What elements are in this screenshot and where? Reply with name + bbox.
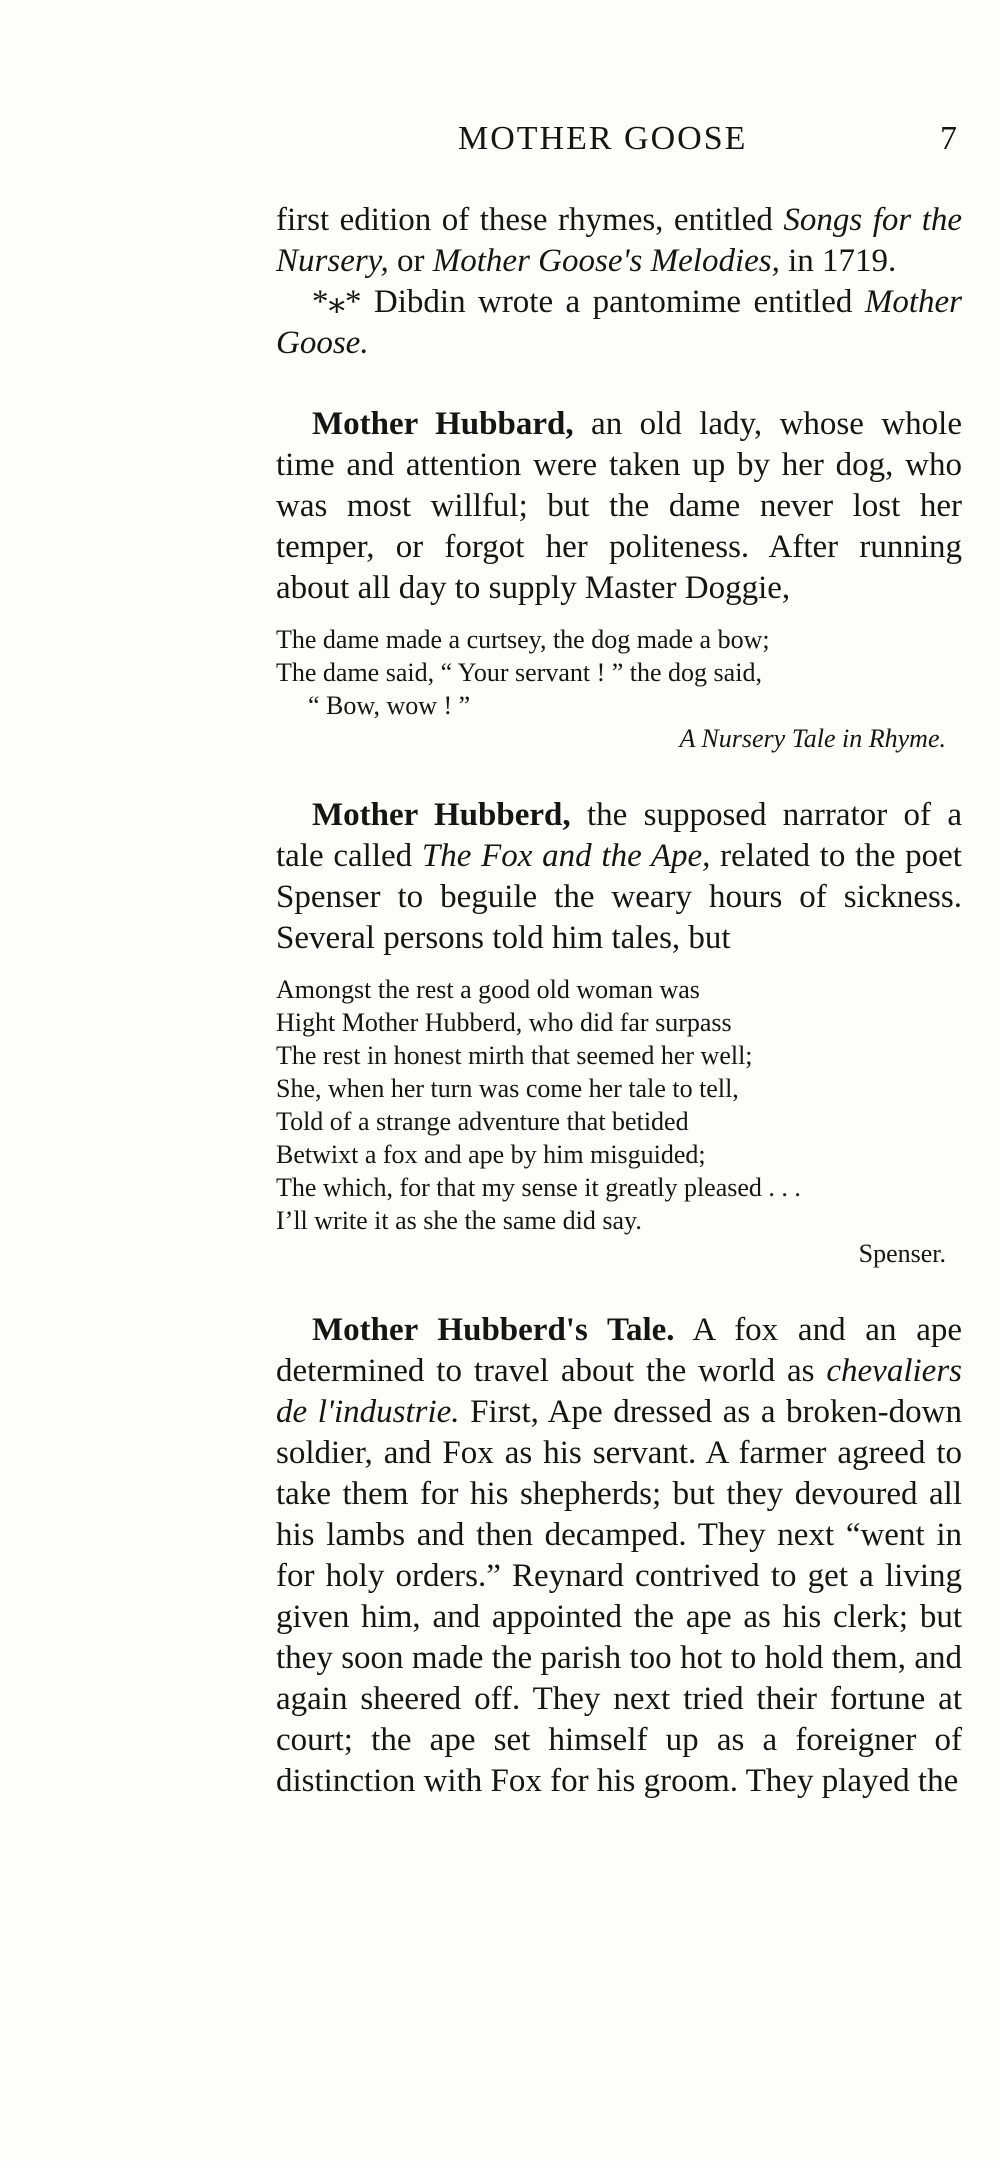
intro-text: in 1719. <box>779 243 897 279</box>
note-text: *⁎* Dibdin wrote a pantomime entitled <box>312 284 865 320</box>
verse-line: She, when her turn was come her tale to tell, <box>276 1074 739 1103</box>
foreign-phrase: chevaliers de l'industrie. <box>276 1353 962 1430</box>
intro-paragraph <box>276 200 962 282</box>
page-number: 7 <box>940 120 959 157</box>
book-title-songs: Songs for the Nursery, <box>276 202 963 279</box>
verse-quote <box>276 623 962 722</box>
verse-line: The dame made a curtsey, the dog made a bow; <box>276 625 770 654</box>
entry-text: First, Ape dressed as a broken-down soldier, and Fox as his servant. A farmer agreed to take them for his shepherds; but they devoured all his lambs and then decamped. They next “went in for holy orders.” Reynard contrived to get a living given him, and appointed the ape as his clerk; but they soon made the parish too hot to hold them, and again sheered off. They next tried their fortune at court; the ape set himself up as a foreigner of distinction with Fox for his groom. They played the <box>276 1394 962 1799</box>
entry-text: A fox and an ape determined to travel about the world as <box>276 1312 962 1389</box>
attribution: A Nursery Tale in Rhyme. <box>679 724 946 753</box>
entry-mother-hubberds-tale <box>276 1310 962 1802</box>
verse-line: Betwixt a fox and ape by him misguided; <box>276 1140 706 1169</box>
entry-text: related to the poet Spenser to beguile the weary hours of sickness. Several persons told him tales, but <box>276 838 962 956</box>
intro-text: or <box>388 243 433 279</box>
intro-text: first edition of these rhymes, entitled <box>276 202 784 238</box>
tale-title: The Fox and the Ape, <box>421 838 711 874</box>
entry-text: an old lady, whose whole time and attention were taken up by her dog, who was most willful; but the dame never lost her temper, or forgot her politeness. After running about all day to supply Master Doggie, <box>276 406 962 606</box>
verse-quote <box>276 973 962 1237</box>
entry-term: Mother Hubberd's Tale. <box>312 1312 675 1348</box>
running-title: MOTHER GOOSE <box>458 120 748 157</box>
entry-term: Mother Hubbard, <box>312 406 574 442</box>
verse-line: The rest in honest mirth that seemed her well; <box>276 1041 753 1070</box>
pantomime-title: Mother Goose. <box>276 284 962 361</box>
verse-line: Hight Mother Hubberd, who did far surpass <box>276 1008 732 1037</box>
verse-line: The dame said, “ Your servant ! ” the dog said, <box>276 658 762 687</box>
book-title-melodies: Mother Goose's Melodies, <box>432 243 780 279</box>
page-body <box>276 200 962 1802</box>
attribution: Spenser. <box>858 1239 946 1268</box>
verse-line: “ Bow, wow ! ” <box>308 691 471 720</box>
verse-line: Told of a strange adventure that betided <box>276 1107 689 1136</box>
entry-mother-hubberd <box>276 795 962 959</box>
entry-term: Mother Hubberd, <box>312 797 571 833</box>
verse-line: The which, for that my sense it greatly pleased . . . <box>276 1173 801 1202</box>
dibdin-note <box>276 282 962 364</box>
verse-line: Amongst the rest a good old woman was <box>276 975 700 1004</box>
entry-text: the supposed narrator of a tale called <box>276 797 962 874</box>
verse-line: I’ll write it as she the same did say. <box>276 1206 642 1235</box>
entry-mother-hubbard <box>276 404 962 609</box>
